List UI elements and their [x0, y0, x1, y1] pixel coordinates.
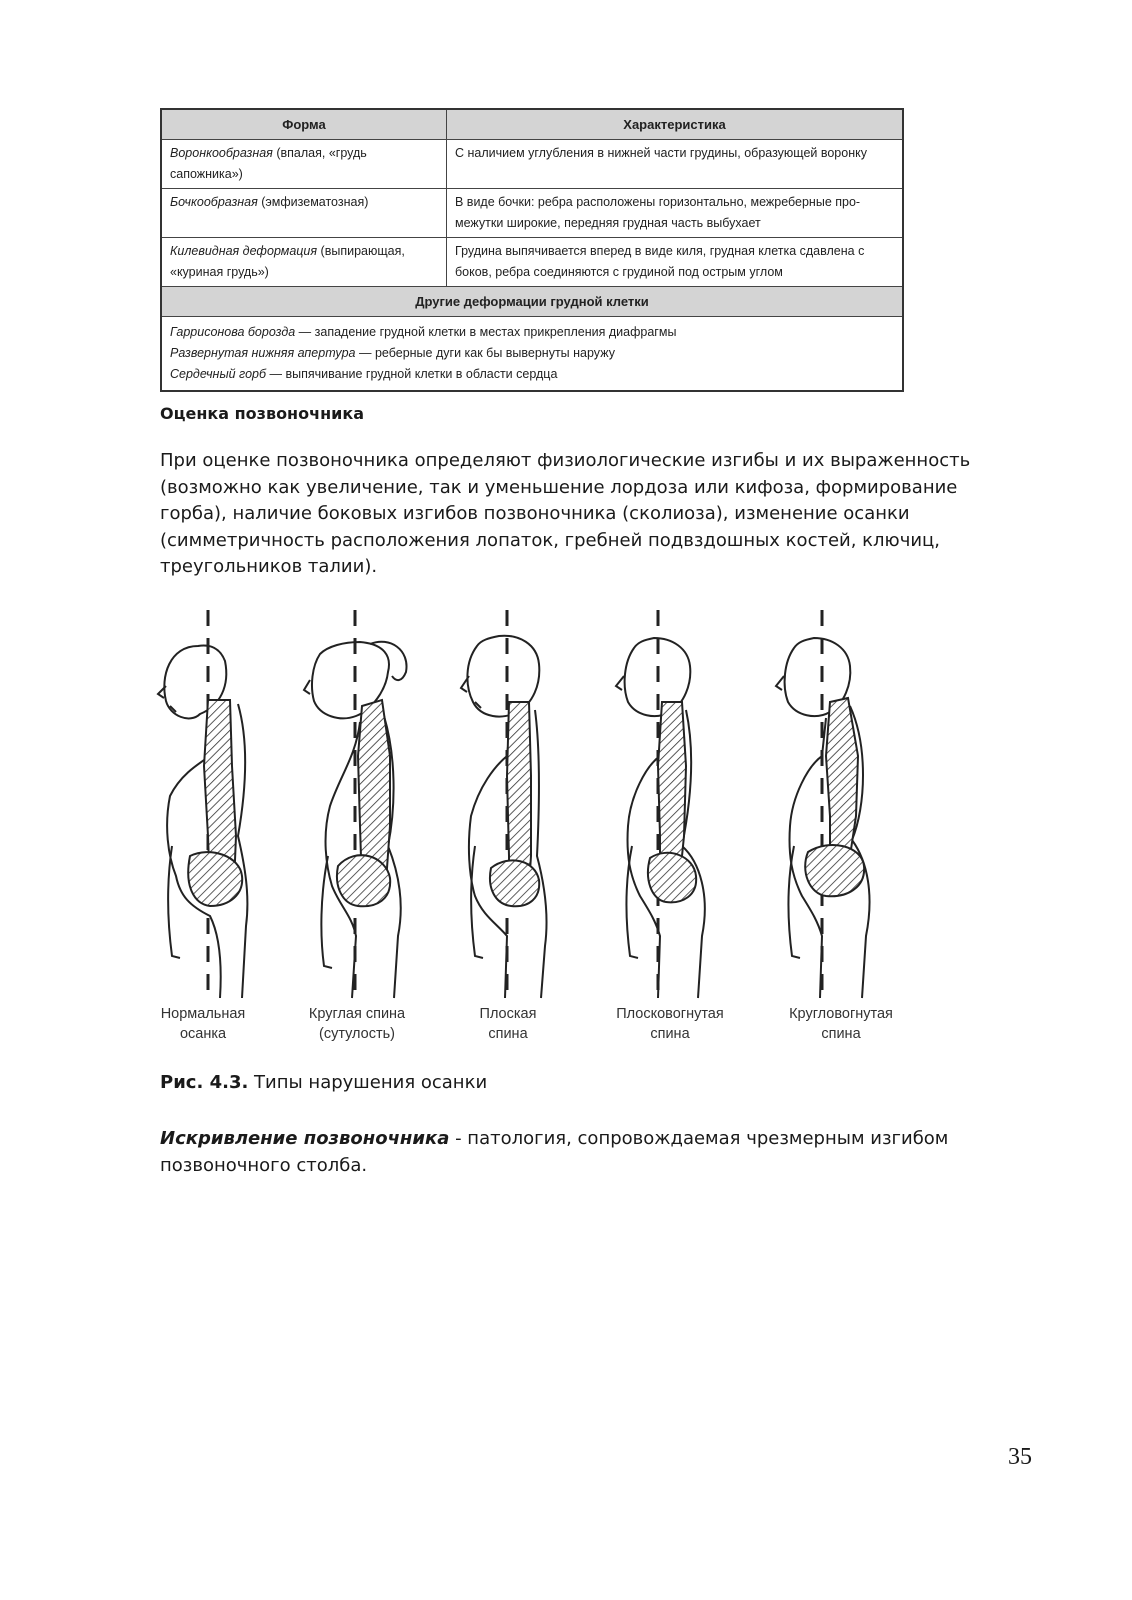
- table-cell-form: [161, 140, 447, 189]
- figure-label-line: Плоская: [479, 1006, 537, 1022]
- form-name: Бочкообразная: [170, 195, 258, 209]
- table-header-form: Форма: [161, 109, 447, 140]
- figure-label-line: Нормальная: [160, 1006, 246, 1022]
- figure-label-flat-concave: [595, 1004, 745, 1044]
- form-name: Воронкообразная: [170, 146, 273, 160]
- figure-label-round-back: [282, 1004, 432, 1044]
- other-item-text: — выпячивание грудной клетки в области сердца: [266, 367, 558, 381]
- posture-normal-drawing: [158, 610, 247, 998]
- figure-label-line: спина: [650, 1026, 690, 1042]
- figure-label-line: спина: [488, 1026, 528, 1042]
- pelvis-hatch: [648, 853, 696, 902]
- table-cell-form: [161, 238, 447, 287]
- form-note: (выпирающая, «куриная грудь»): [170, 244, 405, 279]
- section-heading: Оценка позвоночника: [160, 404, 365, 423]
- table-cell-characteristic: В виде бочки: ребра расположены горизонтально, межреберные про-межутки широкие, передняя грудная часть выбухает: [447, 189, 904, 238]
- page-number: 35: [1008, 1444, 1032, 1470]
- other-item: [170, 322, 894, 343]
- table-header-characteristic: Характеристика: [447, 109, 904, 140]
- definition-term: Искривление позвоночника: [160, 1128, 450, 1149]
- figure-label-round-concave: [766, 1004, 916, 1044]
- other-item-term: Развернутая нижняя апертура: [170, 346, 356, 360]
- definition-text: - патология, сопровождаемая чрезмерным изгибом позвоночного столба.: [160, 1128, 949, 1176]
- posture-round-concave-back-drawing: [776, 610, 870, 998]
- figure-label-line: спина: [821, 1026, 861, 1042]
- figure-label-normal: [128, 1004, 278, 1044]
- chest-deformation-table: [160, 108, 904, 392]
- form-note: (эмфизематозная): [257, 195, 369, 209]
- table-row-other: [161, 317, 903, 392]
- posture-flat-back-drawing: [461, 610, 547, 998]
- table-cell-characteristic: С наличием углубления в нижней части грудины, образующей воронку: [447, 140, 904, 189]
- other-item-text: — реберные дуги как бы вывернуты наружу: [355, 346, 615, 360]
- other-item: [170, 343, 894, 364]
- table-subheader-other: Другие деформации грудной клетки: [161, 287, 903, 317]
- figure-label-line: Кругловогнутая: [789, 1006, 893, 1022]
- figure-label-flat-back: [433, 1004, 583, 1044]
- table-row: [161, 238, 903, 287]
- caption-label: Рис. 4.3.: [160, 1072, 249, 1093]
- table-subheader-row: [161, 287, 903, 317]
- posture-figure: [150, 606, 920, 1052]
- caption-text: Типы нарушения осанки: [248, 1072, 488, 1093]
- pelvis-hatch: [490, 860, 539, 906]
- figure-label-line: Плосковогнутая: [616, 1006, 724, 1022]
- pelvis-hatch: [805, 845, 864, 896]
- figure-caption: [160, 1072, 487, 1093]
- figure-label-line: (сутулость): [318, 1026, 396, 1042]
- form-note: (впалая, «грудь сапожника»): [170, 146, 367, 181]
- other-item: [170, 364, 894, 385]
- spine-hatch: [826, 698, 858, 866]
- body-paragraph: При оценке позвоночника определяют физиологические изгибы и их выраженность (возможно как увеличение, так и уменьшение лордоза или кифоза, формирование горба), наличие боковых изгибов позвоночника (сколиоза), изменение осанки (симметричность расположения лопаток, гребней подвздошных костей, ключиц, треугольников талии).: [160, 450, 971, 577]
- pelvis-hatch: [337, 855, 390, 906]
- figure-label-line: Круглая спина: [308, 1006, 406, 1022]
- table-cell-characteristic: Грудина выпячивается вперед в виде киля, грудная клетка сдавлена с боков, ребра соединяются с грудиной под острым углом: [447, 238, 904, 287]
- definition-paragraph: [160, 1126, 990, 1179]
- table-row: [161, 189, 903, 238]
- table-cell-form: [161, 189, 447, 238]
- table-cell-other: [161, 317, 903, 392]
- figure-label-line: осанка: [179, 1026, 227, 1042]
- pelvis-hatch: [188, 852, 242, 906]
- other-item-term: Сердечный горб: [170, 367, 267, 381]
- table-header-row: [161, 109, 903, 140]
- form-name: Килевидная деформация: [170, 244, 318, 258]
- table-row: [161, 140, 903, 189]
- other-item-text: — западение грудной клетки в местах прикрепления диафрагмы: [295, 325, 677, 339]
- other-item-term: Гаррисонова борозда: [170, 325, 296, 339]
- posture-round-back-drawing: [304, 610, 407, 998]
- posture-flat-concave-back-drawing: [616, 610, 705, 998]
